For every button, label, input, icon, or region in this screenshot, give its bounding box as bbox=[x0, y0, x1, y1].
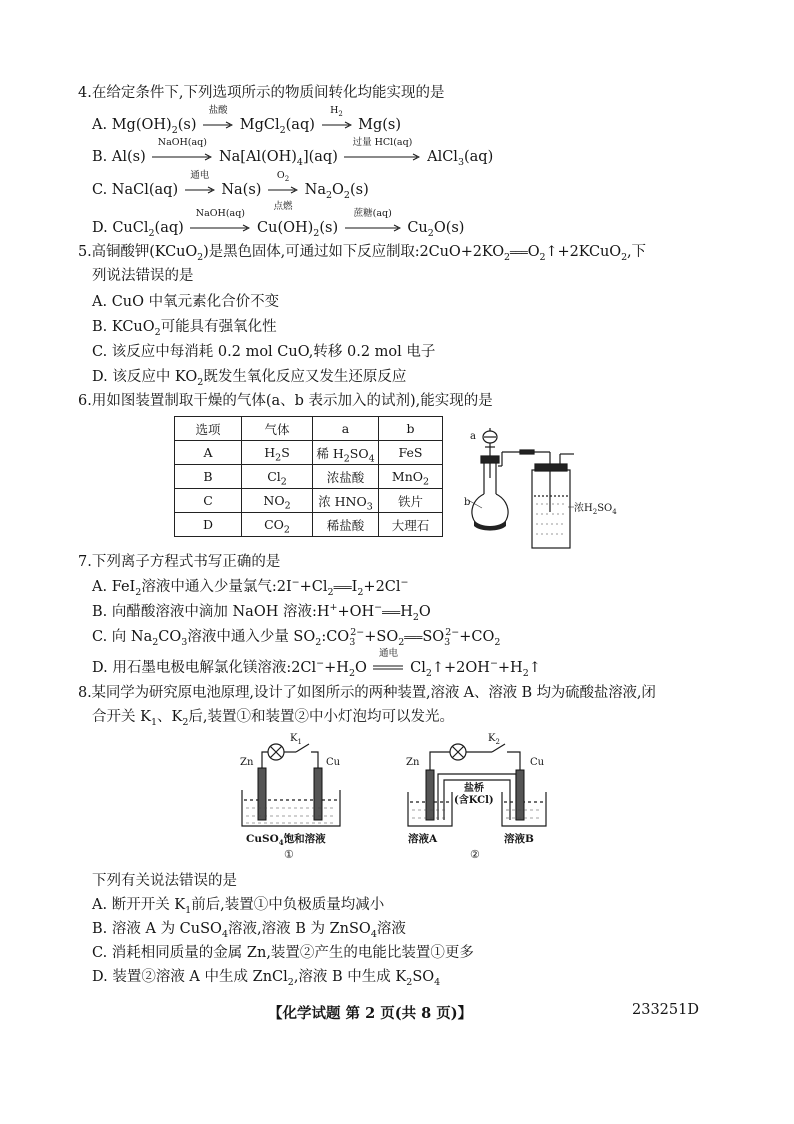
q4d-cond2: 蔗糖(aq) bbox=[353, 208, 392, 219]
q6-row-a-gas: $H_2S$ bbox=[242, 441, 313, 465]
q5-s1c: O bbox=[527, 244, 540, 260]
q6-header-a: a bbox=[313, 417, 379, 441]
q8-fig1-cu: Cu bbox=[326, 757, 341, 768]
q5b-2: 可能具有强氧化性 bbox=[160, 319, 277, 335]
q8-stem-line1: 8.某同学为研究原电池原理,设计了如图所示的两种装置,溶液 A、溶液 B 均为硫酸盐溶液,闭 bbox=[78, 685, 656, 701]
q4b-s3: AlCl bbox=[427, 149, 458, 165]
q4a-s1b: (s) bbox=[177, 117, 197, 133]
q4d-s2sub: 2 bbox=[313, 227, 320, 239]
q4a-s2b: (aq) bbox=[285, 117, 315, 133]
q6-row-c-option: C bbox=[175, 489, 242, 513]
q7d-arrow bbox=[373, 648, 403, 672]
q6-row-b-option: B bbox=[175, 465, 242, 489]
q4b-cond1: NaOH(aq) bbox=[157, 137, 207, 148]
q4a-cond1: 盐酸 bbox=[208, 105, 228, 116]
q5-s1: 5.高铜酸钾(KCuO bbox=[78, 244, 198, 260]
q4b-arrow2 bbox=[344, 137, 420, 161]
page-footer-code: 233251D bbox=[632, 1002, 699, 1018]
q6-header-gas: 气体 bbox=[242, 417, 313, 441]
q6-row-a-option: A bbox=[175, 441, 242, 465]
q4c-label: C. bbox=[92, 182, 108, 198]
q4-option-d bbox=[92, 208, 465, 239]
q4c-cond2-sub: 2 bbox=[284, 174, 290, 183]
q6-row-d-option: D bbox=[175, 513, 242, 537]
q6-row-a-reagent-a: 稀 $H_2SO_4$ bbox=[313, 441, 379, 465]
q4c-s3b: (s) bbox=[349, 182, 369, 198]
q5b-sub: 2 bbox=[154, 326, 161, 338]
q7-option-b: B. 向醋酸溶液中滴加 NaOH 溶液$:H^++OH^-═══H_2O$ bbox=[92, 602, 431, 623]
page-footer-title: 【化学试题 第 2 页(共 8 页)】 bbox=[268, 1005, 473, 1022]
q4d-s3b: O(s) bbox=[433, 220, 465, 236]
table-row bbox=[175, 489, 443, 513]
q4a-s2sub: 2 bbox=[279, 124, 286, 136]
q4c-cond1: 通电 bbox=[190, 170, 210, 181]
q4d-label: D. bbox=[92, 220, 108, 236]
q4a-cond2-sub: 2 bbox=[338, 109, 343, 118]
q8-fig2-solution-b: 溶液B bbox=[504, 833, 534, 845]
q6-table bbox=[174, 416, 443, 537]
q6-header-b: b bbox=[379, 417, 443, 441]
q5-stem-line2: 列说法错误的是 bbox=[92, 268, 194, 284]
q6-row-a-reagent-b: FeS bbox=[379, 441, 443, 465]
q8-option-c: C. 消耗相同质量的金属 Zn,装置②产生的电能比装置①更多 bbox=[92, 945, 474, 961]
q6-apparatus-drawing bbox=[462, 422, 632, 557]
q7-option-c: C. 向 $Na_2CO_3$溶液中通入少量 $SO_2:CO_3^{2-}+SO_2═══SO_3^{2-}+CO_2$ bbox=[92, 627, 501, 648]
q4b-s2: Na[Al(OH) bbox=[218, 149, 297, 165]
q8-fig2-cu: Cu bbox=[530, 757, 545, 768]
q5-option-b bbox=[92, 318, 277, 336]
q4b-s3sub: 3 bbox=[457, 156, 464, 168]
q8-fig2-number: ② bbox=[470, 848, 480, 861]
q6-header-option: 选项 bbox=[175, 417, 242, 441]
q8-fig2-switch: $K_2$ bbox=[488, 733, 500, 746]
q5d-sub: 2 bbox=[197, 376, 204, 388]
q4a-s2: MgCl bbox=[239, 117, 280, 133]
q5d-1: D. 该反应中 KO bbox=[92, 369, 198, 385]
q6-fig-label-b: b bbox=[464, 497, 471, 508]
q4c-s3: Na bbox=[304, 182, 326, 198]
q4c-cond2-bottom: 点燃 bbox=[273, 201, 293, 212]
q7d-cond: 通电 bbox=[378, 648, 398, 659]
q6-stem: 6.用如图装置制取干燥的气体(a、b 表示加入的试剂),能实现的是 bbox=[78, 393, 493, 409]
q5-s1d: ↑+2KCuO bbox=[545, 244, 622, 260]
q5d-2: 既发生氧化反应又发生还原反应 bbox=[203, 369, 407, 385]
q4a-cond2-text: H bbox=[330, 105, 339, 116]
q8-figure-2 bbox=[400, 730, 560, 865]
q4a-s3: Mg(s) bbox=[358, 117, 401, 133]
q4b-s3b: (aq) bbox=[463, 149, 494, 165]
q4a-arrow2 bbox=[322, 105, 352, 129]
q5-option-a: A. CuO 中氧元素化合价不变 bbox=[92, 294, 280, 310]
q8-fig1-number: ① bbox=[284, 848, 294, 861]
q5-option-d bbox=[92, 368, 406, 386]
q4d-s2: Cu(OH) bbox=[257, 220, 314, 236]
q6-row-b-gas: $Cl_2$ bbox=[242, 465, 313, 489]
q5-s1sub4: 2 bbox=[621, 251, 628, 263]
q8-option-b: B. 溶液 A 为 CuSO$_4$溶液,溶液 B 为 ZnSO$_4$溶液 bbox=[92, 921, 406, 940]
q4a-s1: Mg(OH) bbox=[111, 117, 172, 133]
q8-fig2-solution-a: 溶液A bbox=[408, 833, 438, 845]
q6-row-c-gas: $NO_2$ bbox=[242, 489, 313, 513]
q6-row-b-reagent-b: MnO$_2$ bbox=[379, 465, 443, 489]
q4-option-a bbox=[92, 105, 401, 136]
q4d-s3: Cu bbox=[407, 220, 428, 236]
q4d-s2b: (s) bbox=[319, 220, 339, 236]
q6-row-d-gas: $CO_2$ bbox=[242, 513, 313, 537]
q8-fig2-salt-bridge: 盐桥 bbox=[464, 783, 484, 794]
q7-option-a: A. FeI$_2$溶液中通入少量氯气$:2I^-+Cl_2═══I_2+2Cl^-$ bbox=[92, 577, 409, 598]
q4d-arrow1 bbox=[190, 208, 250, 232]
q4c-s3mid: O bbox=[332, 182, 344, 198]
q4c-cond2-text: O bbox=[276, 170, 285, 181]
q6-row-d-reagent-b: 大理石 bbox=[379, 513, 443, 537]
q4b-s1: Al(s) bbox=[111, 149, 146, 165]
q5-option-c: C. 该反应中每消耗 0.2 mol CuO,转移 0.2 mol 电子 bbox=[92, 344, 436, 360]
q5b-1: B. KCuO bbox=[92, 319, 155, 335]
q4c-arrow1 bbox=[185, 170, 215, 194]
q6-fig-label-a: a bbox=[470, 431, 476, 442]
table-row bbox=[175, 441, 443, 465]
q4b-arrow1 bbox=[152, 137, 212, 161]
q4-option-c bbox=[92, 170, 369, 212]
q4a-label: A. bbox=[92, 117, 108, 133]
q7-option-d: D. 用石墨电极电解氯化镁溶液$:2Cl^-+H_2O$ 通电 $Cl_2↑+2OH^-+H_2↑$ bbox=[92, 659, 541, 677]
q8-fig1-solution: CuSO$_4$饱和溶液 bbox=[246, 833, 326, 848]
q6-row-d-reagent-a: 稀盐酸 bbox=[313, 513, 379, 537]
q4d-s1: CuCl bbox=[112, 220, 149, 236]
q4c-cond2-top bbox=[268, 167, 298, 185]
q4c-s3sub2: 2 bbox=[343, 189, 350, 201]
q8-option-d: D. 装置②溶液 A 中生成 ZnCl$_2$,溶液 B 中生成 $K_2SO_4$ bbox=[92, 969, 441, 988]
q8-fig1-zn: Zn bbox=[240, 757, 254, 768]
q8-fig2-salt-bridge-kcl: (含KCl) bbox=[454, 795, 494, 806]
q5-s1e: ,下 bbox=[627, 244, 646, 260]
q5-s1sub3: 2 bbox=[539, 251, 546, 263]
q7-stem: 7.下列离子方程式书写正确的是 bbox=[78, 554, 281, 570]
table-row bbox=[175, 465, 443, 489]
q4d-s3sub: 2 bbox=[427, 227, 434, 239]
q8-option-a: A. 断开开关 $K_1$前后,装置①中负极质量均减小 bbox=[92, 897, 385, 916]
q8-fig2-zn: Zn bbox=[406, 757, 420, 768]
q4-stem: 4.在给定条件下,下列选项所示的物质间转化均能实现的是 bbox=[78, 85, 445, 101]
q4a-s1sub: 2 bbox=[171, 124, 178, 136]
q4b-cond2: 过量 HCl(aq) bbox=[352, 137, 413, 148]
q4c-s2: Na(s) bbox=[221, 182, 262, 198]
q8-fig1-switch: $K_1$ bbox=[290, 733, 302, 746]
q4d-cond1: NaOH(aq) bbox=[195, 208, 246, 219]
q5-s1sub2: 2 bbox=[504, 251, 510, 263]
q4d-s1b: (aq) bbox=[154, 220, 184, 236]
q6-row-b-reagent-a: 浓盐酸 bbox=[313, 465, 379, 489]
q4b-s2b: ](aq) bbox=[302, 149, 338, 165]
q4c-s3sub: 2 bbox=[325, 189, 333, 201]
q4d-arrow2 bbox=[345, 208, 401, 232]
q4d-s1sub: 2 bbox=[148, 227, 155, 239]
q4-option-b bbox=[92, 137, 494, 168]
q6-row-c-reagent-a: 浓 $HNO_3$ bbox=[313, 489, 379, 513]
q4a-arrow1 bbox=[203, 105, 233, 129]
q4b-label: B. bbox=[92, 149, 108, 165]
q8-question: 下列有关说法错误的是 bbox=[92, 873, 237, 889]
q6-fig-label-acid: 浓$H_2SO_4$ bbox=[574, 503, 617, 516]
table-row bbox=[175, 513, 443, 537]
q5-s1sub: 2 bbox=[197, 251, 204, 263]
q5-eq: ═══ bbox=[509, 248, 528, 259]
q4a-cond2 bbox=[322, 102, 352, 120]
q6-apparatus-figure bbox=[462, 422, 632, 557]
q6-row-c-reagent-b: 铁片 bbox=[379, 489, 443, 513]
q8-stem-line2: 合开关 $K_1$、$K_2$后,装置①和装置②中小灯泡均可以发光。 bbox=[92, 709, 454, 728]
q6-table-header bbox=[175, 417, 443, 441]
q4b-s2sub: 4 bbox=[296, 156, 303, 168]
q4c-arrow2 bbox=[268, 170, 298, 212]
q8-figure-1 bbox=[226, 730, 356, 865]
q5-stem-line1 bbox=[78, 243, 646, 263]
q4c-s1: NaCl(aq) bbox=[111, 182, 179, 198]
q5-s1b: )是黑色固体,可通过如下反应制取:2CuO+2KO bbox=[203, 244, 505, 260]
